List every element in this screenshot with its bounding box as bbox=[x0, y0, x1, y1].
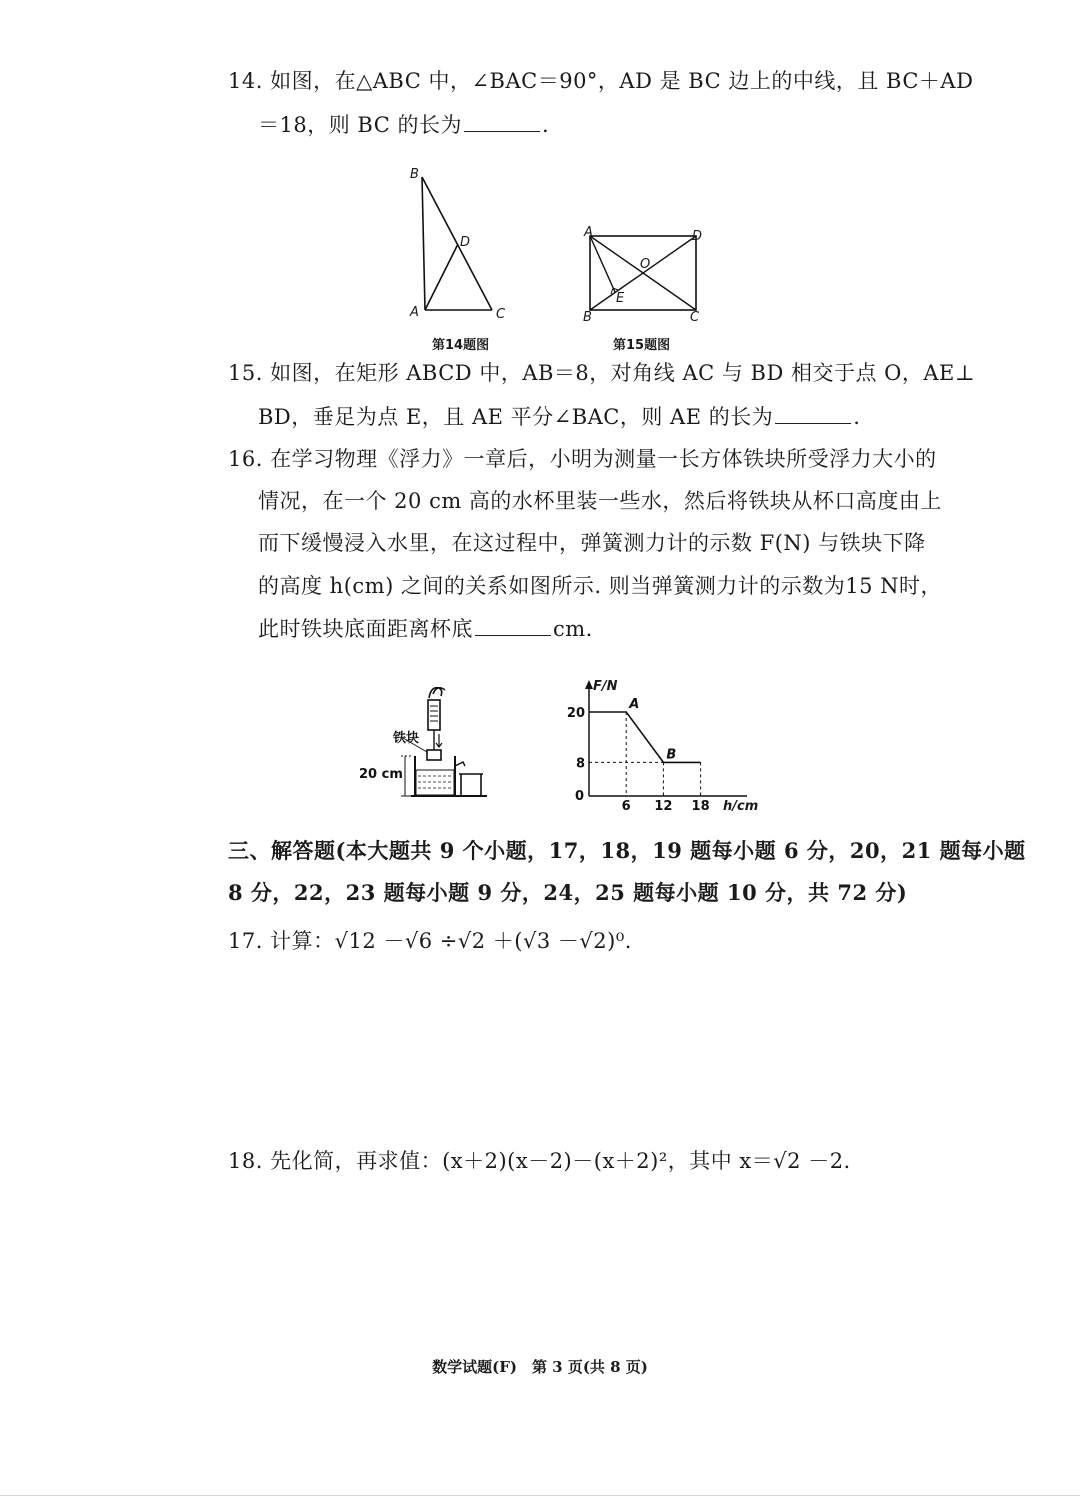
q15-line2 bbox=[258, 402, 860, 432]
fig14-side-ab bbox=[422, 177, 425, 310]
q14-line2-end: . bbox=[541, 113, 550, 137]
figure-16-apparatus bbox=[355, 678, 495, 808]
fig14-label-c: C bbox=[496, 307, 506, 322]
water-icon bbox=[416, 770, 454, 795]
section3-heading-line1: 三、解答题(本大题共 9 个小题，17，18，19 题每小题 6 分，20，21 题每小题 bbox=[228, 838, 1026, 863]
fig14-side-bc bbox=[422, 177, 492, 310]
q14-line1: 14. 如图，在△ABC 中，∠BAC＝90°，AD 是 BC 边上的中线，且 BC＋AD bbox=[228, 69, 974, 93]
q14-answer-blank bbox=[464, 111, 540, 132]
chart-origin-label: 0 bbox=[575, 789, 585, 804]
bottom-rule bbox=[0, 1495, 1080, 1496]
fig14-caption: 第14题图 bbox=[432, 338, 490, 353]
q17-text: 17. 计算：√12 －√6 ÷√2 ＋(√3 －√2)⁰. bbox=[228, 929, 632, 953]
chart-point-label-a: A bbox=[629, 697, 640, 712]
fig15-label-a: A bbox=[584, 225, 593, 240]
q16-line2: 情况，在一个 20 cm 高的水杯里装一些水，然后将铁块从杯口高度由上 bbox=[258, 489, 942, 513]
iron-block-icon bbox=[427, 750, 441, 760]
height-label: 20 cm bbox=[359, 767, 403, 782]
spring-scale-icon bbox=[428, 700, 440, 730]
fig14-label-a: A bbox=[410, 305, 419, 320]
q15-line1: 15. 如图，在矩形 ABCD 中，AB＝8，对角线 AC 与 BD 相交于点 O，AE⊥ bbox=[228, 361, 976, 385]
q16-line5-unit: cm. bbox=[553, 617, 593, 641]
chart-x-label: h/cm bbox=[723, 799, 759, 812]
fig15-label-d: D bbox=[692, 229, 703, 244]
q16-line3: 而下缓慢浸入水里，在这过程中，弹簧测力计的示数 F(N) 与铁块下降 bbox=[258, 531, 926, 555]
chart-y-label: F/N bbox=[593, 679, 618, 694]
q16-line5-text: 此时铁块底面距离杯底 bbox=[258, 617, 473, 641]
chart-y-arrow-icon bbox=[585, 680, 593, 689]
chart-y-tick-8: 8 bbox=[575, 756, 585, 772]
figure-16-chart bbox=[555, 672, 760, 812]
q16-line4: 的高度 h(cm) 之间的关系如图所示. 则当弹簧测力计的示数为15 N时， bbox=[258, 574, 943, 598]
chart-y-tick-20: 20 bbox=[566, 706, 585, 721]
chart-x-tick-6: 6 bbox=[621, 799, 631, 812]
q15-line2-end: . bbox=[853, 405, 861, 429]
fig14-median-ad bbox=[425, 244, 458, 310]
q18-text: 18. 先化简，再求值：(x＋2)(x－2)－(x＋2)²，其中 x＝√2 －2. bbox=[228, 1149, 851, 1173]
hand-icon bbox=[429, 688, 445, 698]
chart-series-line bbox=[589, 712, 701, 762]
fig14-label-b: B bbox=[410, 167, 419, 182]
fig15-label-o: O bbox=[640, 257, 651, 272]
figure-14 bbox=[400, 162, 530, 357]
chart-x-tick-18: 18 bbox=[691, 799, 710, 812]
page-footer: 数学试题(F) 第 3 页(共 8 页) bbox=[432, 1358, 648, 1376]
q14-line2 bbox=[258, 110, 549, 140]
chart-x-tick-12: 12 bbox=[654, 799, 673, 812]
fig15-label-b: B bbox=[583, 310, 592, 325]
fig15-caption: 第15题图 bbox=[613, 338, 671, 353]
q16-line5 bbox=[258, 614, 593, 644]
q16-answer-blank bbox=[475, 615, 551, 636]
fig15-label-c: C bbox=[690, 310, 700, 325]
q16-line1: 16. 在学习物理《浮力》一章后，小明为测量一长方体铁块所受浮力大小的 bbox=[228, 447, 937, 471]
down-arrow-icon bbox=[436, 734, 442, 747]
chart-point-label-b: B bbox=[666, 747, 677, 763]
fig14-label-d: D bbox=[460, 235, 471, 250]
section3-heading-line2: 8 分，22，23 题每小题 9 分，24，25 题每小题 10 分，共 72 分) bbox=[228, 880, 908, 905]
iron-block-label: 铁块 bbox=[393, 731, 420, 746]
fig15-label-e: E bbox=[616, 291, 625, 306]
figure-15 bbox=[578, 222, 718, 357]
q14-line2-text: ＝18，则 BC 的长为 bbox=[258, 113, 462, 137]
q15-answer-blank bbox=[775, 403, 851, 424]
q15-line2-text: BD，垂足为点 E，且 AE 平分∠BAC，则 AE 的长为 bbox=[258, 405, 774, 429]
